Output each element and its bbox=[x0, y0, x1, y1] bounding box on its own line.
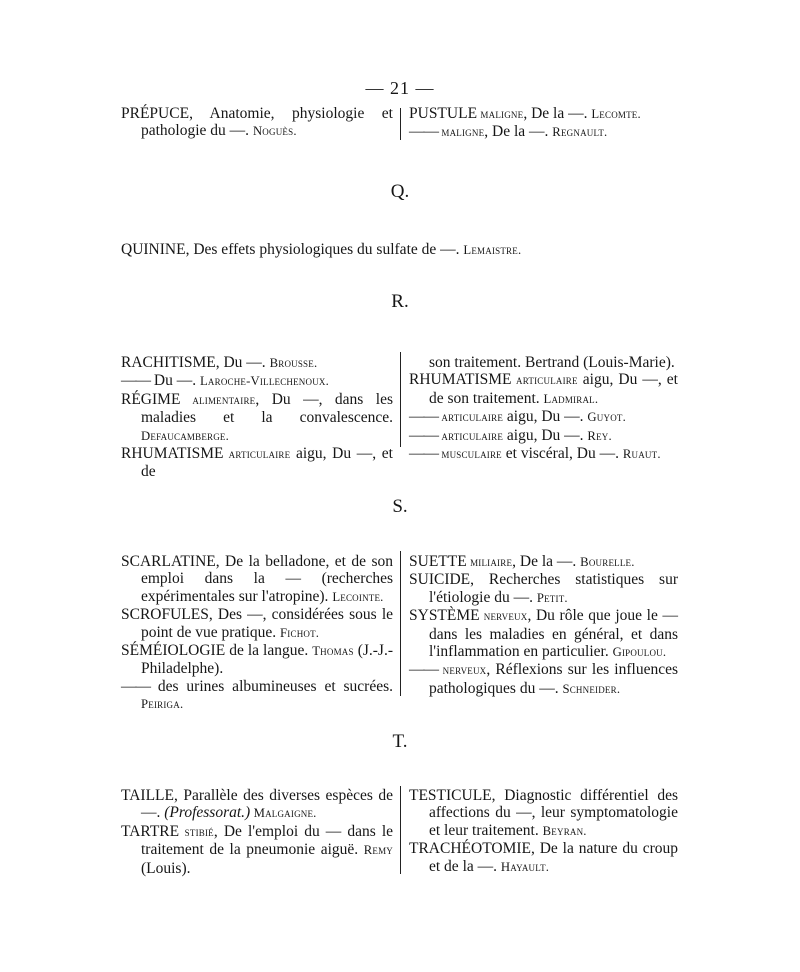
t-left-column bbox=[121, 787, 393, 877]
section-letter-q: Q. bbox=[390, 181, 410, 202]
index-entry: SYSTÈME nerveux, Du rôle que joue le — dans les maladies en général, et dans l'inflammation en particulier. Gipoulou. bbox=[409, 607, 678, 661]
index-entry: —— articulaire aigu, Du —. Rey. bbox=[409, 426, 612, 444]
index-entry: SUETTE miliaire, De la —. Bourelle. bbox=[409, 553, 635, 570]
r-right-column bbox=[409, 354, 678, 463]
page-number: — 21 — bbox=[365, 78, 435, 98]
index-entry: SUICIDE, Recherches statistiques sur l'étiologie du —. Petit. bbox=[409, 571, 678, 606]
index-entry: SCARLATINE, De la belladone, et de son emploi dans la — (recherches expérimentales sur l'atropine). Lecointe. bbox=[121, 553, 393, 605]
index-entry: TAILLE, Parallèle des diverses espèces de —. (Professorat.) Malgaigne. bbox=[121, 787, 393, 822]
index-entry: —— nerveux, Réflexions sur les influences pathologiques du —. Schneider. bbox=[409, 661, 678, 697]
index-entry: RHUMATISME articulaire aigu, Du —, et de son traitement. Ladmiral. bbox=[409, 371, 678, 407]
index-entry: —— Du —. Laroche-Villechenoux. bbox=[121, 372, 329, 390]
column-divider bbox=[400, 786, 401, 874]
index-entry: QUININE, Des effets physiologiques du sulfate de —. Lemaistre. bbox=[121, 241, 522, 258]
index-entry: —— musculaire et viscéral, Du —. Ruaut. bbox=[409, 445, 661, 463]
index-entry: TARTRE stibié, De l'emploi du — dans le traitement de la pneumonie aiguë. Remy (Louis). bbox=[121, 822, 393, 877]
index-entry: SÉMÉIOLOGIE de la langue. Thomas (J.-J.-Philadelphe). bbox=[121, 642, 393, 678]
index-entry: RACHITISME, Du —. Brousse. bbox=[121, 354, 318, 371]
index-entry: TRACHÉOTOMIE, De la nature du croup et de la —. Hayault. bbox=[409, 840, 678, 875]
s-right-column bbox=[409, 553, 678, 698]
index-entry: —— maligne, De la —. Regnault. bbox=[409, 123, 608, 141]
column-divider bbox=[400, 352, 401, 447]
index-entry: TESTICULE, Diagnostic différentiel des affections du —, leur symptomatologie et leur traitement. Beyran. bbox=[409, 787, 678, 839]
column-divider bbox=[400, 108, 401, 140]
index-entry: PRÉPUCE, Anatomie, physiologie et pathologie du —. Noguès. bbox=[121, 105, 393, 140]
index-entry: RÉGIME alimentaire, Du —, dans les maladies et la convalescence. Defaucamberge. bbox=[121, 390, 394, 443]
index-entry: SCROFULES, Des —, considérées sous le point de vue pratique. Fichot. bbox=[121, 606, 393, 641]
t-right-column bbox=[409, 787, 678, 876]
section-letter-t: T. bbox=[392, 731, 408, 752]
section-letter-r: R. bbox=[391, 291, 409, 312]
section-letter-s: S. bbox=[392, 496, 408, 517]
s-left-column bbox=[121, 553, 393, 714]
index-entry: RHUMATISME articulaire aigu, Du —, et de bbox=[121, 445, 393, 481]
index-entry: —— des urines albumineuses et sucrées. Peiriga. bbox=[121, 677, 393, 712]
index-entry: PUSTULE maligne, De la —. Lecomte. bbox=[409, 105, 641, 122]
column-divider bbox=[400, 551, 401, 696]
index-entry-continuation: son traitement. Bertrand (Louis-Marie). bbox=[429, 354, 675, 371]
index-entry: —— articulaire aigu, Du —. Guyot. bbox=[409, 408, 626, 426]
p-right-column bbox=[409, 105, 678, 142]
p-left-column bbox=[121, 105, 393, 141]
r-left-column bbox=[121, 354, 393, 481]
